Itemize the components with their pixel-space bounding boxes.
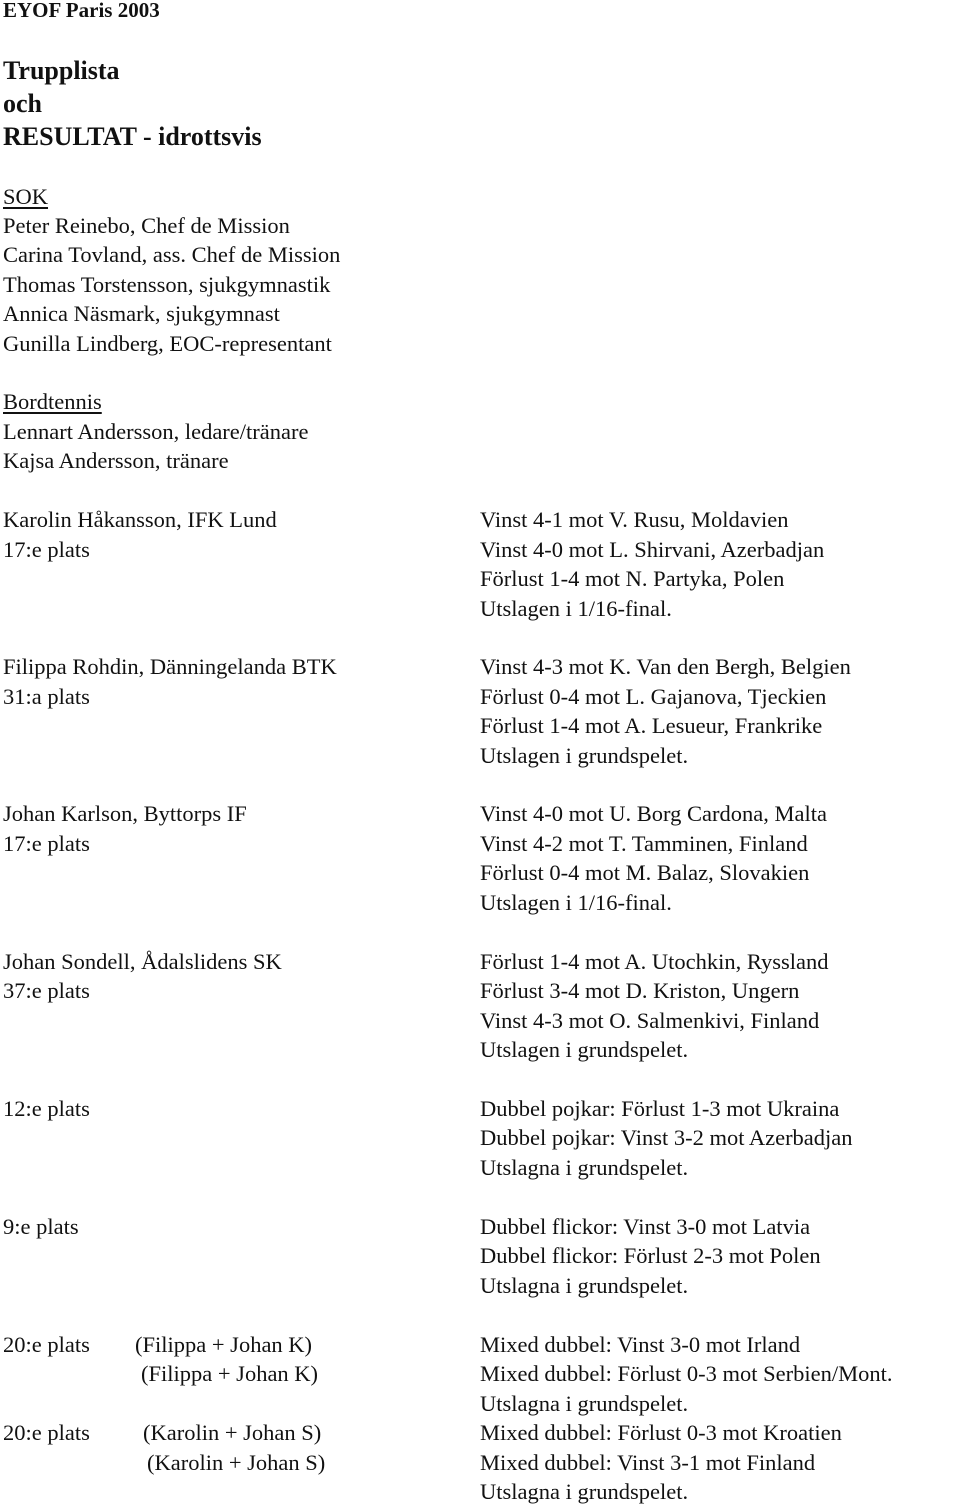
- player-1-placing: 17:e plats: [3, 537, 90, 562]
- player-1-result-2: Vinst 4-0 mot L. Shirvani, Azerbadjan: [480, 537, 825, 562]
- mixed-1-result-2: Mixed dubbel: Förlust 0-3 mot Serbien/Mont.: [480, 1361, 893, 1386]
- player-4-result-3: Vinst 4-3 mot O. Salmenkivi, Finland: [480, 1008, 820, 1033]
- sok-line-4: Annica Näsmark, sjukgymnast: [3, 301, 280, 326]
- doubles-boys-placing: 12:e plats: [3, 1096, 90, 1121]
- mixed-2-result-1: Mixed dubbel: Förlust 0-3 mot Kroatien: [480, 1420, 842, 1445]
- document-header: EYOF Paris 2003: [3, 0, 160, 22]
- mixed-1-pair-line-1: (Filippa + Johan K): [135, 1332, 313, 1357]
- doubles-girls-placing: 9:e plats: [3, 1214, 79, 1239]
- mixed-1-result-1: Mixed dubbel: Vinst 3-0 mot Irland: [480, 1332, 801, 1357]
- mixed-1-placing: 20:e plats: [3, 1332, 90, 1357]
- player-2-result-2: Förlust 0-4 mot L. Gajanova, Tjeckien: [480, 684, 827, 709]
- doubles-boys-result-1: Dubbel pojkar: Förlust 1-3 mot Ukraina: [480, 1096, 840, 1121]
- player-3-result-3: Förlust 0-4 mot M. Balaz, Slovakien: [480, 860, 810, 885]
- player-4-result-1: Förlust 1-4 mot A. Utochkin, Ryssland: [480, 949, 829, 974]
- mixed-2-result-3: Utslagna i grundspelet.: [480, 1479, 689, 1504]
- doubles-boys-result-3: Utslagna i grundspelet.: [480, 1155, 689, 1180]
- mixed-2-pair-line-1: (Karolin + Johan S): [143, 1420, 322, 1445]
- player-2-placing: 31:a plats: [3, 684, 90, 709]
- player-2-result-4: Utslagen i grundspelet.: [480, 743, 689, 768]
- player-3-placing: 17:e plats: [3, 831, 90, 856]
- player-3-result-1: Vinst 4-0 mot U. Borg Cardona, Malta: [480, 801, 827, 826]
- doubles-girls-result-2: Dubbel flickor: Förlust 2-3 mot Polen: [480, 1243, 821, 1268]
- player-4-result-2: Förlust 3-4 mot D. Kriston, Ungern: [480, 978, 800, 1003]
- sok-line-2: Carina Tovland, ass. Chef de Mission: [3, 242, 341, 267]
- player-1-name: Karolin Håkansson, IFK Lund: [3, 507, 277, 532]
- player-4-placing: 37:e plats: [3, 978, 90, 1003]
- player-3-result-2: Vinst 4-2 mot T. Tamminen, Finland: [480, 831, 808, 856]
- player-4-name: Johan Sondell, Ådalslidens SK: [3, 949, 282, 974]
- doubles-girls-result-3: Utslagna i grundspelet.: [480, 1273, 689, 1298]
- player-1-result-1: Vinst 4-1 mot V. Rusu, Moldavien: [480, 507, 789, 532]
- doubles-girls-result-1: Dubbel flickor: Vinst 3-0 mot Latvia: [480, 1214, 811, 1239]
- sok-line-3: Thomas Torstensson, sjukgymnastik: [3, 272, 331, 297]
- player-4-result-4: Utslagen i grundspelet.: [480, 1037, 689, 1062]
- title-line-2: och: [3, 89, 42, 118]
- player-1-result-3: Förlust 1-4 mot N. Partyka, Polen: [480, 566, 785, 591]
- doubles-boys-result-2: Dubbel pojkar: Vinst 3-2 mot Azerbadjan: [480, 1125, 853, 1150]
- player-3-result-4: Utslagen i 1/16-final.: [480, 890, 672, 915]
- bordtennis-line-1: Lennart Andersson, ledare/tränare: [3, 419, 309, 444]
- mixed-1-pair-line-2: (Filippa + Johan K): [141, 1361, 319, 1386]
- sok-line-5: Gunilla Lindberg, EOC-representant: [3, 331, 332, 356]
- mixed-2-result-2: Mixed dubbel: Vinst 3-1 mot Finland: [480, 1450, 816, 1475]
- player-2-result-3: Förlust 1-4 mot A. Lesueur, Frankrike: [480, 713, 823, 738]
- sok-line-1: Peter Reinebo, Chef de Mission: [3, 213, 290, 238]
- bordtennis-heading: Bordtennis: [3, 389, 102, 414]
- mixed-1-result-3: Utslagna i grundspelet.: [480, 1391, 689, 1416]
- title-line-1: Trupplista: [3, 56, 120, 85]
- bordtennis-line-2: Kajsa Andersson, tränare: [3, 448, 229, 473]
- mixed-2-pair-line-2: (Karolin + Johan S): [147, 1450, 326, 1475]
- player-2-result-1: Vinst 4-3 mot K. Van den Bergh, Belgien: [480, 654, 851, 679]
- player-3-name: Johan Karlson, Byttorps IF: [3, 801, 247, 826]
- sok-heading: SOK: [3, 184, 49, 209]
- player-2-name: Filippa Rohdin, Dänningelanda BTK: [3, 654, 337, 679]
- title-line-3: RESULTAT - idrottsvis: [3, 122, 262, 151]
- player-1-result-4: Utslagen i 1/16-final.: [480, 596, 672, 621]
- mixed-2-placing: 20:e plats: [3, 1420, 90, 1445]
